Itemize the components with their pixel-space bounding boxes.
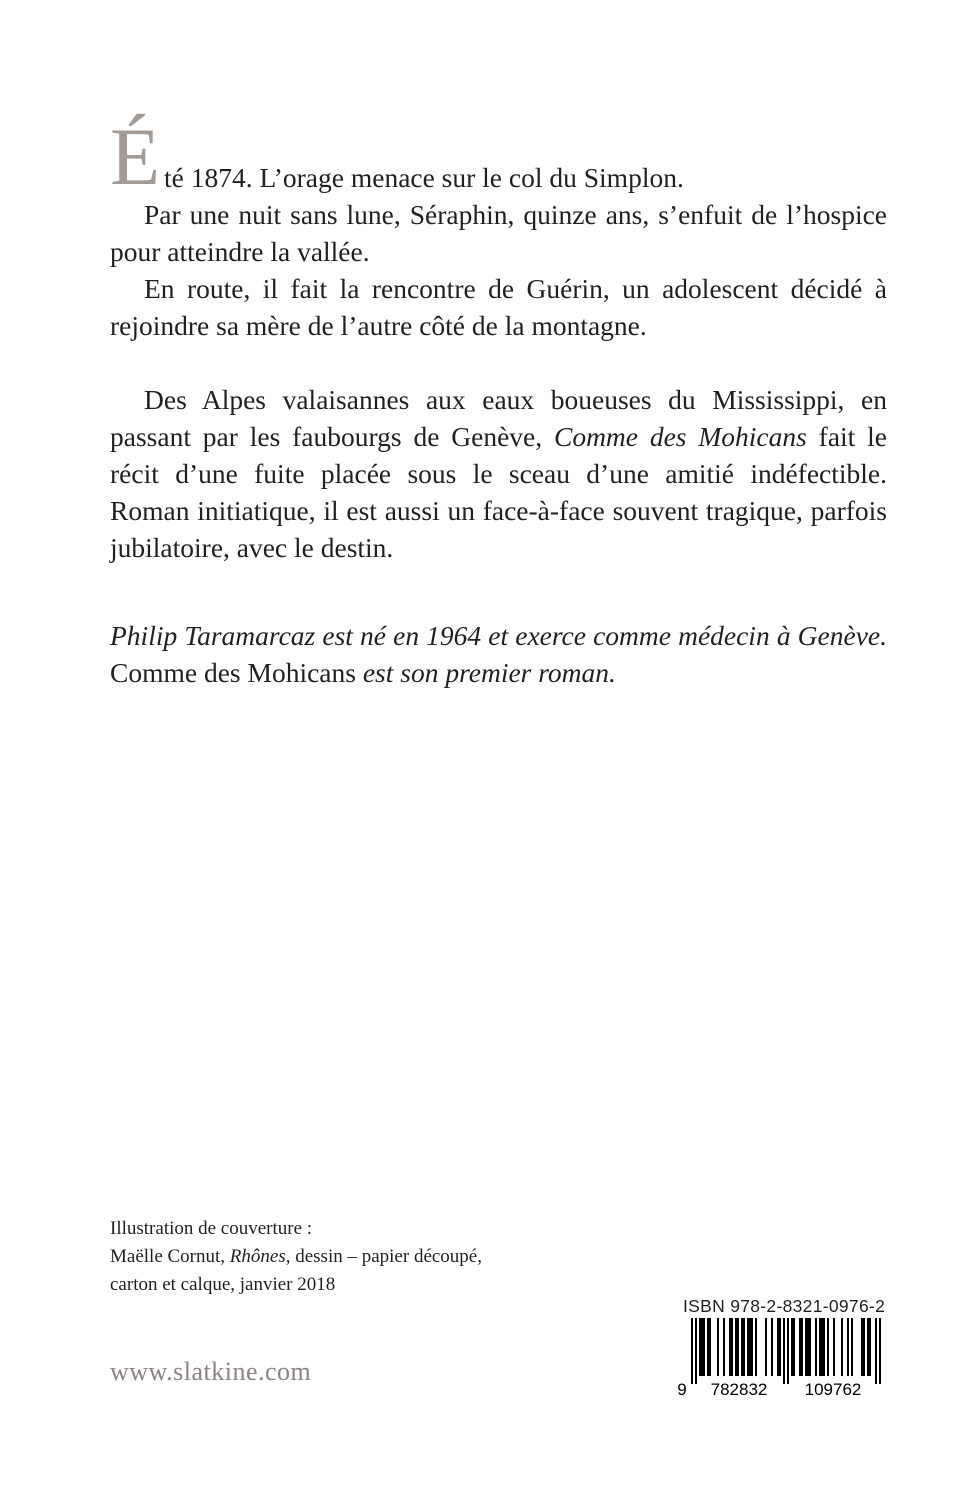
barcode-bar xyxy=(755,1318,757,1376)
barcode-bar xyxy=(783,1318,785,1384)
barcode-bar xyxy=(787,1318,789,1384)
barcode-bar xyxy=(807,1318,809,1376)
barcode-digits-right: 109762 xyxy=(804,1380,862,1398)
barcode-bar xyxy=(823,1318,825,1376)
barcode-bar xyxy=(779,1318,781,1376)
barcode-graphic xyxy=(676,1318,886,1398)
barcode-bar xyxy=(717,1318,719,1376)
barcode-bar xyxy=(821,1318,823,1376)
cover-credits xyxy=(110,1215,570,1299)
credits-materials: carton et calque, janvier 2018 xyxy=(110,1274,336,1295)
barcode-bar xyxy=(847,1318,849,1376)
barcode-bar xyxy=(743,1318,745,1376)
barcode-bar xyxy=(771,1318,773,1376)
barcode-bar xyxy=(851,1318,853,1376)
barcode-bar xyxy=(879,1318,881,1384)
barcode-bar xyxy=(777,1318,779,1376)
summary-end: fait le récit d’une fuite placée sous le sceau d’une amitié indéfectible. Roman initiatique, il est aussi un face-à-face souvent tragique, parfois jubilatoire, avec le destin. xyxy=(110,421,887,563)
barcode-bar xyxy=(833,1318,835,1376)
barcode-bar xyxy=(741,1318,743,1376)
drop-cap: É xyxy=(110,111,161,202)
barcode-bar xyxy=(793,1318,795,1376)
isbn-label: ISBN 978-2-8321-0976-2 xyxy=(683,1296,886,1316)
barcode-bar xyxy=(869,1318,871,1376)
barcode-bar xyxy=(799,1318,801,1376)
barcode-digit-lead: 9 xyxy=(677,1380,687,1398)
barcode-bar xyxy=(707,1318,709,1376)
paragraph-escape: Par une nuit sans lune, Séraphin, quinze ans, s’enfuit de l’hospice pour atteindre la vallée. xyxy=(110,199,887,267)
barcode-bar xyxy=(765,1318,767,1376)
barcode-bar xyxy=(749,1318,751,1376)
opening-sentence: té 1874. L’orage menace sur le col du Simplon. xyxy=(164,162,684,193)
barcode-bar xyxy=(791,1318,793,1376)
barcode-bar xyxy=(709,1318,711,1376)
barcode-bar xyxy=(875,1318,877,1384)
barcode-bar xyxy=(809,1318,811,1376)
author-book-title: Comme des Mohicans xyxy=(110,657,363,688)
barcode-bar xyxy=(827,1318,829,1376)
barcode-bar xyxy=(841,1318,843,1376)
book-title: Comme des Mohicans xyxy=(553,421,807,452)
credits-heading: Illustration de couverture : xyxy=(110,1218,313,1239)
author-first-novel: est son premier roman. xyxy=(362,657,616,688)
paragraph-encounter: En route, il fait la rencontre de Guérin, un adolescent décidé à rejoindre sa mère de l’autre côté de la montagne. xyxy=(110,273,887,341)
barcode-bar xyxy=(819,1318,821,1376)
barcode-bar xyxy=(815,1318,817,1376)
summary-start: Des Alpes valaisannes aux eaux boueuses du Mississippi, en passant par les faubourgs de Genève, xyxy=(110,384,887,452)
barcode-bar xyxy=(867,1318,869,1376)
barcode-bar xyxy=(747,1318,749,1376)
artwork-title: Rhônes xyxy=(229,1246,286,1267)
barcode-bar xyxy=(863,1318,865,1376)
barcode-bar xyxy=(801,1318,803,1376)
barcode-bar xyxy=(805,1318,807,1376)
barcode-bar xyxy=(751,1318,753,1376)
barcode-bar xyxy=(701,1318,703,1376)
barcode-bar xyxy=(695,1318,697,1384)
barcode-bar xyxy=(723,1318,725,1376)
credits-artist: Maëlle Cornut, Rhônes, dessin – papier découpé, xyxy=(110,1246,482,1267)
barcode-bar xyxy=(731,1318,733,1376)
barcode-bar xyxy=(735,1318,737,1376)
barcode-digits-left: 782832 xyxy=(710,1380,768,1398)
author-note xyxy=(110,617,887,691)
barcode-bar xyxy=(737,1318,739,1376)
barcode-bar xyxy=(861,1318,863,1376)
barcode-bar xyxy=(729,1318,731,1376)
barcode-bar xyxy=(699,1318,701,1376)
opening-line xyxy=(110,111,887,202)
isbn-barcode xyxy=(676,1318,886,1398)
barcode-bar xyxy=(691,1318,693,1384)
back-cover-blurb xyxy=(110,111,887,566)
barcode-bar xyxy=(703,1318,705,1376)
publisher-website[interactable]: www.slatkine.com xyxy=(110,1357,312,1386)
author-bio: Philip Taramarcaz est né en 1964 et exerce comme médecin à Genève. xyxy=(110,620,887,651)
paragraph-summary xyxy=(110,381,887,566)
